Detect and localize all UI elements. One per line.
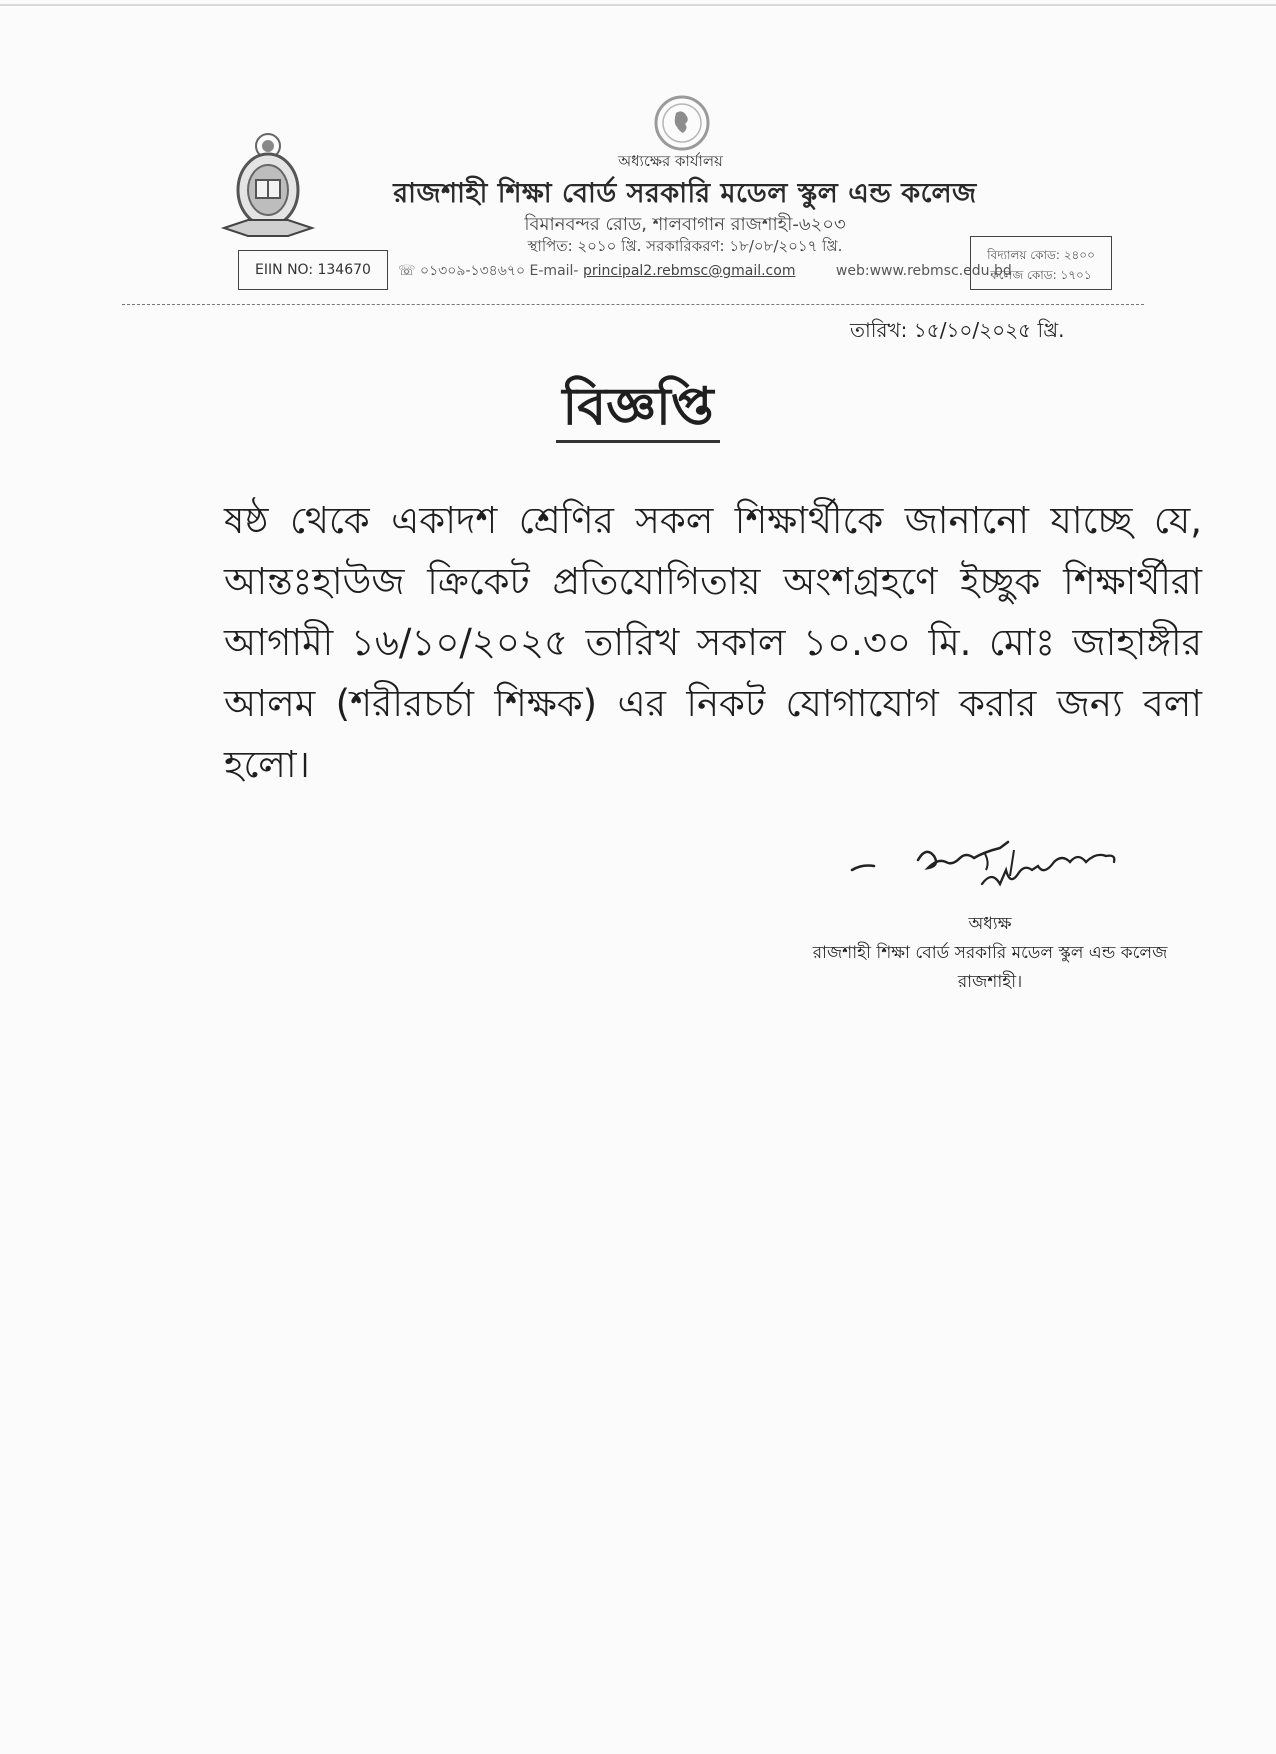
notice-title: বিজ্ঞপ্তি bbox=[556, 378, 719, 443]
principal-designation: অধ্যক্ষ bbox=[968, 914, 1012, 934]
established-info: স্থাপিত: ২০১০ খ্রি. সরকারিকরণ: ১৮/০৮/২০১৭ খ্রি. bbox=[527, 237, 843, 255]
principal-block bbox=[800, 910, 1180, 997]
school-code: বিদ্যালয় কোড: ২৪০০ bbox=[987, 248, 1095, 262]
school-address: বিমানবন্দর রোড, শালবাগান রাজশাহী-৬২০৩ bbox=[524, 214, 846, 235]
office-label: অধ্যক্ষের কার্যালয় bbox=[618, 152, 723, 170]
notice-title-wrap bbox=[0, 378, 1276, 443]
website-link[interactable]: web:www.rebmsc.edu.bd bbox=[835, 263, 1012, 279]
principal-city: রাজশাহী। bbox=[957, 972, 1023, 992]
contact-row bbox=[398, 259, 1012, 283]
email-link[interactable]: principal2.rebmsc@gmail.com bbox=[582, 263, 796, 279]
header-divider bbox=[122, 304, 1144, 305]
email-label: E-mail- bbox=[529, 263, 579, 279]
school-name: রাজশাহী শিক্ষা বোর্ড সরকারি মডেল স্কুল এন্ড কলেজ bbox=[393, 178, 977, 209]
eiin-number: EIIN NO: 134670 bbox=[255, 262, 371, 278]
phone-icon: ☏ bbox=[398, 263, 416, 279]
notice-date: তারিখ: ১৫/১০/২০২৫ খ্রি. bbox=[850, 318, 1065, 342]
principal-institution: রাজশাহী শিক্ষা বোর্ড সরকারি মডেল স্কুল এন্ড কলেজ bbox=[812, 943, 1168, 963]
scan-edge-line bbox=[0, 4, 1276, 6]
notice-body: ষষ্ঠ থেকে একাদশ শ্রেণির সকল শিক্ষার্থীকে জানানো যাচ্ছে যে, আন্তঃহাউজ ক্রিকেট প্রতিযোগিতায় অংশগ্রহণে ইচ্ছুক শিক্ষার্থীরা আগামী ১৬/১০/২০২৫ তারিখ সকাল ১০.৩০ মি. মোঃ জাহাঙ্গীর আলম (শরীরচর্চা শিক্ষক) এর নিকট যোগাযোগ করার জন্য বলা হলো। bbox=[224, 499, 1202, 786]
institution-code-box bbox=[970, 236, 1112, 290]
phone-number: ০১৩০৯-১৩৪৬৭০ bbox=[419, 263, 526, 279]
eiin-box bbox=[238, 250, 388, 290]
government-emblem-icon bbox=[652, 93, 712, 153]
college-code: কলেজ কোড: ১৭০১ bbox=[990, 268, 1092, 282]
principal-signature bbox=[850, 832, 1160, 904]
